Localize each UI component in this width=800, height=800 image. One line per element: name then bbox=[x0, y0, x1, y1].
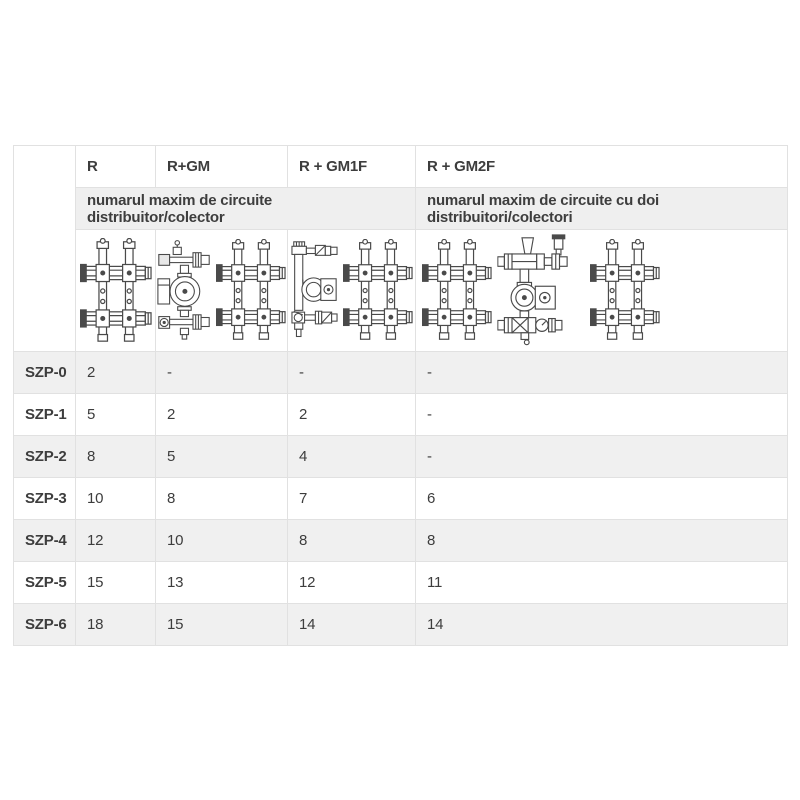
cell-r: 18 bbox=[76, 604, 156, 646]
table-row-szp-4 bbox=[14, 520, 788, 562]
subheader-left: numarul maxim de circuite distribuitor/colector bbox=[76, 188, 416, 230]
header-row bbox=[14, 146, 788, 188]
pump-group-gm-diagram bbox=[157, 240, 211, 341]
manifold-left-gm2f-diagram bbox=[422, 239, 492, 342]
cell-r-gm2f: 11 bbox=[416, 562, 788, 604]
cell-r: 8 bbox=[76, 436, 156, 478]
cell-r: 2 bbox=[76, 352, 156, 394]
cell-r: 10 bbox=[76, 478, 156, 520]
column-header-r-gm1f: R + GM1F bbox=[288, 146, 416, 188]
cell-r-gm2f: - bbox=[416, 436, 788, 478]
cell-r-gm2f: 14 bbox=[416, 604, 788, 646]
subheader-row bbox=[14, 188, 788, 230]
table-row-szp-2 bbox=[14, 436, 788, 478]
diagram-row bbox=[14, 230, 788, 352]
diagram-cell-r-gm1f bbox=[288, 230, 416, 352]
cell-r: 12 bbox=[76, 520, 156, 562]
subheader-right: numarul maxim de circuite cu doi distribuitori/colectori bbox=[416, 188, 788, 230]
cell-r-gm1f: 4 bbox=[288, 436, 416, 478]
cell-r-gm: 13 bbox=[156, 562, 288, 604]
row-label: SZP-0 bbox=[14, 352, 76, 394]
diagram-cell-r-gm bbox=[156, 230, 288, 352]
cell-r-gm2f: - bbox=[416, 394, 788, 436]
diagram-cell-r-gm2f bbox=[416, 230, 788, 352]
cell-r-gm: 5 bbox=[156, 436, 288, 478]
manifold-r-gm1f-diagram bbox=[343, 239, 413, 342]
table-row-szp-1 bbox=[14, 394, 788, 436]
corner-cell bbox=[14, 146, 76, 352]
pump-group-gm2f-diagram bbox=[497, 234, 585, 348]
table-row-szp-0 bbox=[14, 352, 788, 394]
column-header-r: R bbox=[76, 146, 156, 188]
table-row-szp-5 bbox=[14, 562, 788, 604]
cell-r-gm1f: 7 bbox=[288, 478, 416, 520]
cell-r-gm2f: 8 bbox=[416, 520, 788, 562]
row-label: SZP-1 bbox=[14, 394, 76, 436]
row-label: SZP-6 bbox=[14, 604, 76, 646]
cell-r-gm: 2 bbox=[156, 394, 288, 436]
pump-group-gm1f-diagram bbox=[291, 240, 338, 341]
column-header-r-gm: R+GM bbox=[156, 146, 288, 188]
diagram-cell-r bbox=[76, 230, 156, 352]
manifold-r-diagram bbox=[80, 238, 152, 344]
table-row-szp-3 bbox=[14, 478, 788, 520]
row-label: SZP-2 bbox=[14, 436, 76, 478]
spec-table-container bbox=[13, 145, 788, 646]
spec-table bbox=[13, 145, 788, 646]
cell-r-gm1f: 14 bbox=[288, 604, 416, 646]
cell-r: 15 bbox=[76, 562, 156, 604]
cell-r-gm: 10 bbox=[156, 520, 288, 562]
column-header-r-gm2f: R + GM2F bbox=[416, 146, 788, 188]
row-label: SZP-5 bbox=[14, 562, 76, 604]
cell-r-gm: 8 bbox=[156, 478, 288, 520]
row-label: SZP-4 bbox=[14, 520, 76, 562]
manifold-r-gm-diagram bbox=[216, 239, 286, 342]
cell-r-gm1f: - bbox=[288, 352, 416, 394]
cell-r-gm: 15 bbox=[156, 604, 288, 646]
cell-r-gm2f: 6 bbox=[416, 478, 788, 520]
cell-r: 5 bbox=[76, 394, 156, 436]
row-label: SZP-3 bbox=[14, 478, 76, 520]
cell-r-gm: - bbox=[156, 352, 288, 394]
cell-r-gm1f: 12 bbox=[288, 562, 416, 604]
cell-r-gm1f: 2 bbox=[288, 394, 416, 436]
cell-r-gm1f: 8 bbox=[288, 520, 416, 562]
manifold-right-gm2f-diagram bbox=[590, 239, 660, 342]
cell-r-gm2f: - bbox=[416, 352, 788, 394]
table-row-szp-6 bbox=[14, 604, 788, 646]
